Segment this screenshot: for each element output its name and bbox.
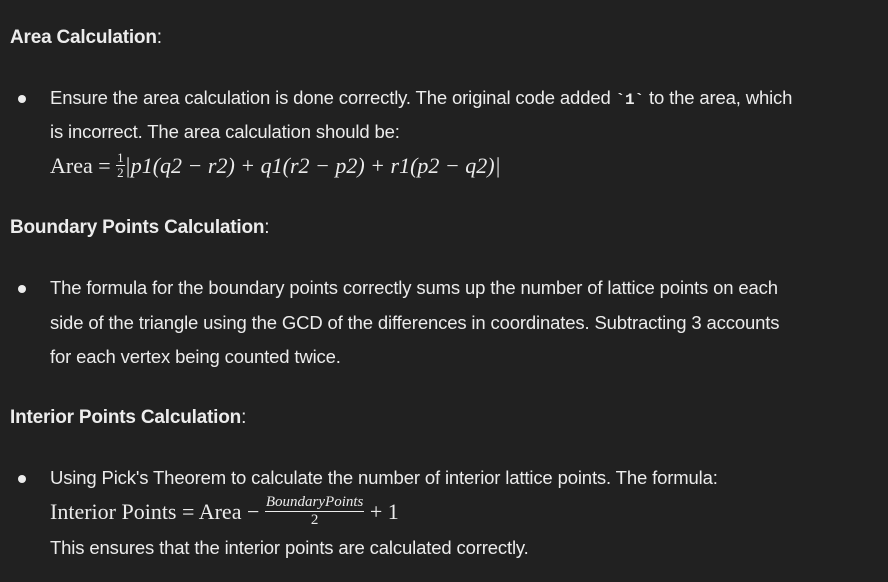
interior-formula-mid: Area − [198, 499, 260, 525]
area-text-a: Ensure the area calculation is done correctly. The original code added [50, 87, 616, 108]
boundary-points-fraction [265, 494, 365, 528]
interior-points-formula [50, 494, 399, 531]
boundary-paragraph-line-1: The formula for the boundary points correctly sums up the number of lattice points on each [50, 277, 778, 298]
area-paragraph-line-1 [50, 87, 792, 109]
boundary-points-heading [10, 217, 269, 239]
interior-formula-tail: + 1 [369, 499, 399, 525]
interior-heading-colon: : [241, 407, 247, 428]
area-formula-body: |p1(q2 − r2) + q1(r2 − p2) + r1(p2 − q2)| [124, 153, 501, 178]
interior-heading-text: Interior Points Calculation [10, 407, 242, 428]
area-formula [50, 149, 501, 182]
fraction-denominator: 2 [117, 164, 124, 180]
area-formula-lhs: Area [50, 153, 93, 178]
bullet-dot [18, 95, 26, 103]
interior-paragraph-line-1: Using Pick's Theorem to calculate the number of interior lattice points. The formula: [50, 467, 718, 488]
fraction-numerator: 1 [117, 149, 124, 165]
bullet-dot [18, 475, 26, 483]
boundary-paragraph-line-3: for each vertex being counted twice. [50, 346, 341, 367]
area-text-b: to the area, which [643, 87, 793, 108]
fraction-numerator: BoundaryPoints [265, 494, 364, 510]
boundary-paragraph-line-2: side of the triangle using the GCD of the differences in coordinates. Subtracting 3 accounts [50, 312, 780, 333]
area-heading-text: Area Calculation [10, 27, 157, 48]
fraction-denominator: 2 [310, 512, 319, 528]
boundary-heading-colon: : [264, 217, 270, 238]
area-paragraph-line-2: is incorrect. The area calculation should be: [50, 121, 400, 142]
interior-formula-lhs: Interior Points [50, 499, 177, 525]
one-half-fraction [116, 151, 125, 179]
interior-paragraph-line-2: This ensures that the interior points are calculated correctly. [50, 537, 529, 558]
boundary-heading-text: Boundary Points Calculation [10, 217, 265, 238]
interior-points-heading [10, 407, 246, 429]
inline-code: `1` [615, 91, 644, 109]
bullet-dot [18, 285, 26, 293]
equals-sign: = [182, 499, 195, 525]
equals-sign: = [98, 153, 111, 178]
area-calculation-heading [10, 27, 162, 49]
area-heading-colon: : [156, 27, 162, 48]
